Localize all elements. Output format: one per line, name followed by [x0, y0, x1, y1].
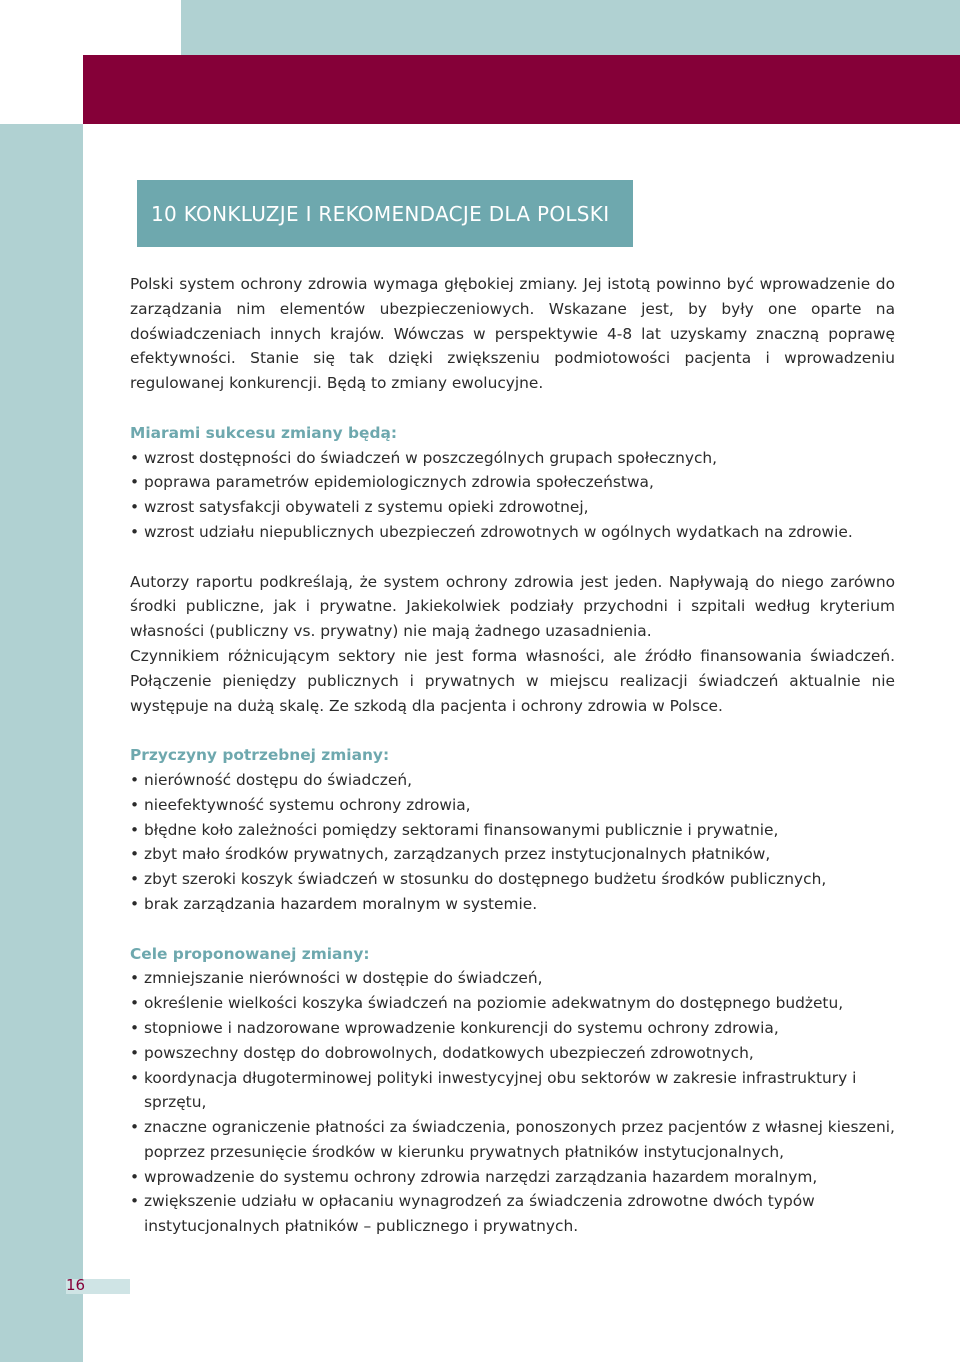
list-item: • wzrost udziału niepublicznych ubezpieczeń zdrowotnych w ogólnych wydatkach na zdrowie. [130, 520, 895, 545]
bullet-icon: • [130, 870, 140, 889]
chapter-heading-bar [137, 180, 633, 247]
list-item: • zwiększenie udziału w opłacaniu wynagrodzeń za świadczenia zdrowotne dwóch typów instytucjonalnych płatników – publicznego i prywatnych. [130, 1189, 895, 1239]
list-item: • poprawa parametrów epidemiologicznych zdrowia społeczeństwa, [130, 470, 895, 495]
success-section-title: Miarami sukcesu zmiany będą: [130, 423, 398, 442]
list-item: • zbyt szeroki koszyk świadczeń w stosunku do dostępnego budżetu środków publicznych, [130, 867, 895, 892]
bullet-icon: • [130, 522, 140, 541]
bullet-icon: • [130, 1043, 140, 1062]
list-item: • wprowadzenie do systemu ochrony zdrowia narzędzi zarządzania hazardem moralnym, [130, 1165, 895, 1190]
list-item: • wzrost satysfakcji obywateli z systemu opieki zdrowotnej, [130, 495, 895, 520]
list-item: • znaczne ograniczenie płatności za świadczenia, ponoszonych przez pacjentów z własnej kieszeni, poprzez przesunięcie środków w kierunku prywatnych płatników instytucjonalnych, [130, 1115, 895, 1165]
list-item: • błędne koło zależności pomiędzy sektorami finansowanymi publicznie i prywatnie, [130, 818, 895, 843]
bullet-icon: • [130, 820, 140, 839]
reasons-list [130, 768, 895, 917]
top-decorative-strip [181, 0, 960, 55]
list-item: • koordynacja długoterminowej polityki inwestycyjnej obu sektorów w zakresie infrastruktury i sprzętu, [130, 1066, 895, 1116]
bullet-icon: • [130, 845, 140, 864]
bullet-icon: • [130, 498, 140, 517]
intro-paragraph: Polski system ochrony zdrowia wymaga głębokiej zmiany. Jej istotą powinno być wprowadzenie do zarządzania nim elementów ubezpieczeniowych. Wskazane jest, by były one oparte na doświadczeniach innych krajów. Wówczas w perspektywie 4-8 lat uzyskamy znaczną poprawę efektywności. Stanie się tak dzięki zwiększeniu podmiotowości pacjenta i wprowadzeniu regulowanej konkurencji. Będą to zmiany ewolucyjne. [130, 275, 895, 393]
bullet-icon: • [130, 473, 140, 492]
bullet-icon: • [130, 448, 140, 467]
bullet-icon: • [130, 770, 140, 789]
bullet-icon: • [130, 1018, 140, 1037]
bullet-icon: • [130, 969, 140, 988]
page-number: 16 [66, 1276, 86, 1294]
list-item: • zbyt mało środków prywatnych, zarządzanych przez instytucjonalnych płatników, [130, 842, 895, 867]
main-content [130, 272, 895, 1239]
header-color-band [83, 55, 960, 124]
list-item: • powszechny dostęp do dobrowolnych, dodatkowych ubezpieczeń zdrowotnych, [130, 1041, 895, 1066]
authors-paragraph: Autorzy raportu podkreślają, że system ochrony zdrowia jest jeden. Napływają do niego zarówno środki publiczne, jak i prywatne. Jakiekolwiek podziały przychodni i szpitali według kryterium własności (publiczny vs. prywatny) nie mają żadnego uzasadnienia. [130, 572, 895, 641]
bullet-icon: • [130, 894, 140, 913]
left-decorative-strip [0, 124, 86, 1362]
goals-list [130, 966, 895, 1239]
list-item: • wzrost dostępności do świadczeń w poszczególnych grupach społecznych, [130, 446, 895, 471]
bullet-icon: • [130, 1192, 140, 1211]
authors-paragraph: Czynnikiem różnicującym sektory nie jest forma własności, ale źródło finansowania świadczeń. Połączenie pieniędzy publicznych i prywatnych w miejscu realizacji świadczeń aktualnie nie występuje na dużą skalę. Ze szkodą dla pacjenta i ochrony zdrowia w Polsce. [130, 646, 895, 715]
bullet-icon: • [130, 1167, 140, 1186]
chapter-heading: 10 KONKLUZJE I REKOMENDACJE DLA POLSKI [151, 201, 610, 226]
list-item: • zmniejszanie nierówności w dostępie do świadczeń, [130, 966, 895, 991]
bullet-icon: • [130, 795, 140, 814]
list-item: • brak zarządzania hazardem moralnym w systemie. [130, 892, 895, 917]
goals-section-title: Cele proponowanej zmiany: [130, 944, 370, 963]
list-item: • nierówność dostępu do świadczeń, [130, 768, 895, 793]
success-list [130, 446, 895, 545]
reasons-section-title: Przyczyny potrzebnej zmiany: [130, 746, 390, 765]
bullet-icon: • [130, 994, 140, 1013]
list-item: • stopniowe i nadzorowane wprowadzenie konkurencji do systemu ochrony zdrowia, [130, 1016, 895, 1041]
bullet-icon: • [130, 1068, 140, 1087]
list-item: • określenie wielkości koszyka świadczeń na poziomie adekwatnym do dostępnego budżetu, [130, 991, 895, 1016]
bullet-icon: • [130, 1118, 140, 1137]
list-item: • nieefektywność systemu ochrony zdrowia, [130, 793, 895, 818]
